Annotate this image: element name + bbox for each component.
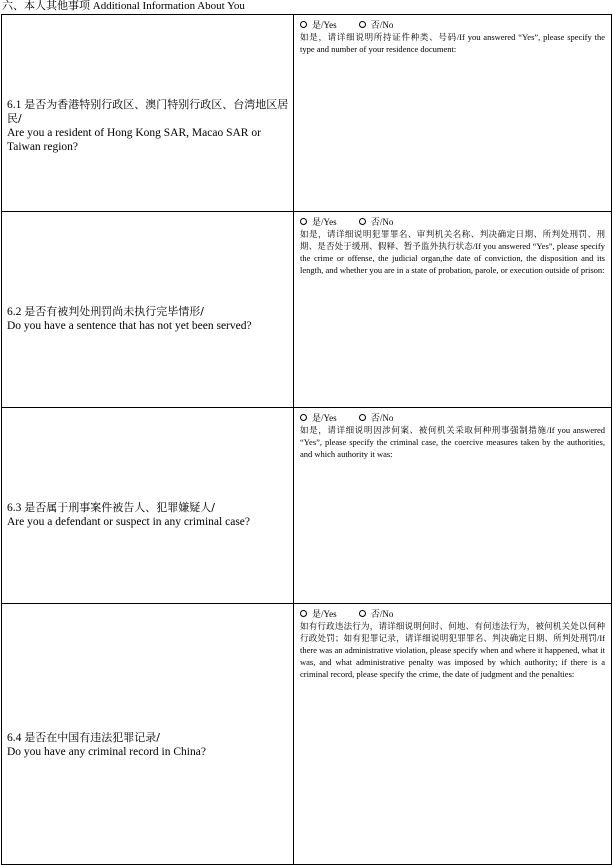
radio-no-icon[interactable] xyxy=(359,414,366,421)
answer-cell[interactable] xyxy=(294,212,612,408)
radio-yes-icon[interactable] xyxy=(300,21,307,28)
question-number: 6.2 xyxy=(7,305,22,318)
radio-yes-icon[interactable] xyxy=(300,218,307,225)
no-option[interactable]: 否/No xyxy=(359,413,394,423)
question-cn: 是否属于刑事案件被告人、犯罪嫌疑人/ xyxy=(24,500,215,514)
question-number: 6.3 xyxy=(7,501,22,514)
question-cn: 是否有被判处刑罚尚未执行完毕情形/ xyxy=(24,304,204,318)
answer-cell[interactable] xyxy=(294,604,612,865)
question-en: Do you have any criminal record in China? xyxy=(7,746,206,758)
radio-no-icon[interactable] xyxy=(359,218,366,225)
yes-option[interactable]: 是/Yes xyxy=(300,413,337,423)
question-cell xyxy=(2,604,294,865)
no-option[interactable]: 否/No xyxy=(359,217,394,227)
answer-cell[interactable] xyxy=(294,15,612,212)
question-en: Are you a resident of Hong Kong SAR, Macao SAR or Taiwan region? xyxy=(7,127,261,153)
question-number: 6.1 xyxy=(7,99,22,111)
question-cell xyxy=(2,212,294,408)
detail-instructions: 如是，请详细说明所持证件种类、号码/If you answered “Yes”, please specify the type and number of your residence document: xyxy=(300,32,605,54)
detail-instructions: 如是，请详细说明犯罪罪名、审判机关名称、判决确定日期、所判处刑罚、刑期、是否处于缓刑、假释、暂予监外执行状态/If you answered “Yes”, please specify the crime or offense, the judicial organ,the date of conviction, the disposition and its length, and whether you are in a state of probation, parole, or execution outside of prison: xyxy=(300,229,605,275)
question-row-6-1 xyxy=(2,15,612,212)
radio-yes-icon[interactable] xyxy=(300,610,307,617)
no-option[interactable]: 否/No xyxy=(359,609,394,619)
question-cn: 是否在中国有违法犯罪记录/ xyxy=(24,731,160,744)
question-en: Are you a defendant or suspect in any criminal case? xyxy=(7,515,250,528)
answer-cell[interactable] xyxy=(294,408,612,604)
question-cn: 是否为香港特别行政区、澳门特别行政区、台湾地区居民/ xyxy=(7,98,289,125)
yes-option[interactable]: 是/Yes xyxy=(300,20,337,30)
radio-yes-icon[interactable] xyxy=(300,414,307,421)
question-cell xyxy=(2,15,294,212)
question-en: Do you have a sentence that has not yet been served? xyxy=(7,319,252,332)
radio-no-icon[interactable] xyxy=(359,610,366,617)
section-title: 六、本人其他事项 Additional Information About You xyxy=(2,0,245,12)
radio-no-icon[interactable] xyxy=(359,21,366,28)
additional-info-table xyxy=(1,14,612,865)
detail-instructions: 如是，请详细说明因涉何案、被何机关采取何种刑事强制措施/If you answered “Yes”, please specify the criminal case, the coercive measures taken by the authorities, and which authority it was: xyxy=(300,425,605,459)
question-number: 6.4 xyxy=(7,732,22,744)
question-row-6-3 xyxy=(2,408,612,604)
yes-option[interactable]: 是/Yes xyxy=(300,217,337,227)
question-row-6-2 xyxy=(2,212,612,408)
yes-option[interactable]: 是/Yes xyxy=(300,609,337,619)
detail-instructions: 如有行政违法行为，请详细说明何时、何地、有何违法行为，被何机关处以何种行政处罚；如有犯罪记录，请详细说明犯罪罪名、判决确定日期、所判处刑罚/If there was an administrative violation, please specify when and where it happened, what it was, and what administrative penalty was imposed by which authority; if there is a criminal record, please specify the crime, the date of judgment and the penalties: xyxy=(300,621,605,679)
no-option[interactable]: 否/No xyxy=(359,20,394,30)
question-row-6-4 xyxy=(2,604,612,865)
question-cell xyxy=(2,408,294,604)
